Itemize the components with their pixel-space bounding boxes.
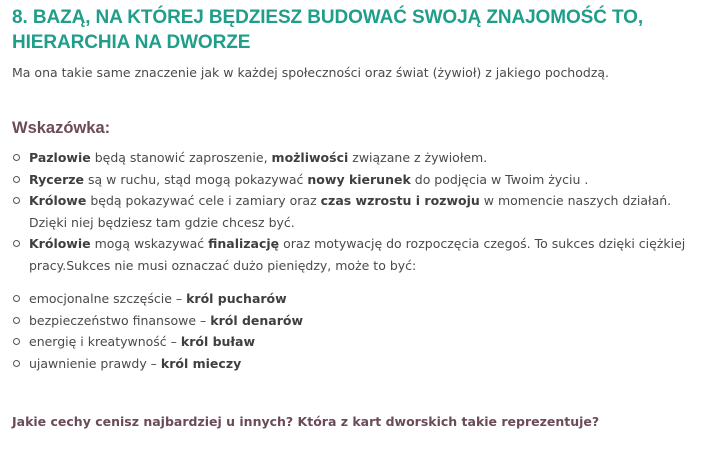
- item-keyword: król mieczy: [160, 355, 242, 371]
- item-keyword: nowy kierunek: [307, 171, 411, 187]
- bullet-circle-icon: [13, 240, 20, 247]
- court-cards-list: [12, 147, 702, 276]
- item-text: emocjonalne szczęście –: [29, 291, 187, 306]
- closing-question: Jakie cechy cenisz najbardziej u innych? Która z kart dworskich takie reprezentuje?: [12, 414, 600, 429]
- item-text: będą pokazywać cele i zamiary oraz: [86, 193, 321, 208]
- bullet-circle-icon: [13, 338, 20, 345]
- tip-heading: Wskazówka:: [12, 119, 111, 137]
- success-types-list: [12, 288, 702, 374]
- item-keyword: król buław: [180, 334, 256, 349]
- list-item: [12, 233, 702, 276]
- list-item: [12, 169, 702, 191]
- item-text: ujawnienie prawdy –: [29, 355, 161, 371]
- item-text: są w ruchu, stąd mogą pokazywać: [84, 171, 308, 187]
- item-text: będą stanowić zaproszenie,: [90, 150, 272, 165]
- intro-paragraph: Ma ona takie same znaczenie jak w każdej społeczności oraz świat (żywioł) z jakiego pochodzą.: [12, 65, 610, 80]
- card-rank: Królowe: [29, 193, 87, 208]
- item-text: oraz motywację do rozpoczęcia czegoś. To sukces dzięki ciężkiej pracy.Sukces nie musi oznaczać dużo pieniędzy, może to być:: [29, 236, 686, 273]
- item-text: do podjęcia w Twoim życiu .: [410, 171, 589, 187]
- list-item: [12, 331, 702, 353]
- list-item: [12, 190, 702, 233]
- item-keyword: król pucharów: [186, 291, 287, 306]
- bullet-circle-icon: [13, 154, 20, 161]
- bullet-circle-icon: [13, 360, 20, 367]
- bullet-circle-icon: [13, 176, 20, 183]
- list-item: [12, 147, 702, 169]
- item-text: mogą wskazywać: [90, 236, 209, 251]
- card-rank: Rycerze: [29, 171, 85, 187]
- list-item: [12, 288, 702, 310]
- item-keyword: możliwości: [271, 150, 349, 165]
- section-heading: 8. BAZĄ, NA KTÓREJ BĘDZIESZ BUDOWAĆ SWOJĄ ZNAJOMOŚĆ TO, HIERARCHIA NA DWORZE: [12, 7, 644, 53]
- item-text: bezpieczeństwo finansowe –: [29, 312, 211, 328]
- item-text: energię i kreatywność –: [29, 334, 181, 349]
- list-item: [12, 310, 702, 332]
- item-keyword: czas wzrostu i rozwoju: [320, 193, 480, 208]
- list-item: [12, 353, 702, 375]
- bullet-circle-icon: [13, 317, 20, 324]
- bullet-circle-icon: [13, 197, 20, 204]
- item-text: w momencie naszych działań. Dzięki niej będziesz tam gdzie chcesz być.: [29, 193, 672, 230]
- card-rank: Pazlowie: [29, 150, 91, 165]
- item-keyword: król denarów: [210, 312, 304, 328]
- bullet-circle-icon: [13, 295, 20, 302]
- item-text: związane z żywiołem.: [348, 150, 488, 165]
- card-rank: Królowie: [29, 236, 91, 251]
- item-keyword: finalizację: [208, 236, 280, 251]
